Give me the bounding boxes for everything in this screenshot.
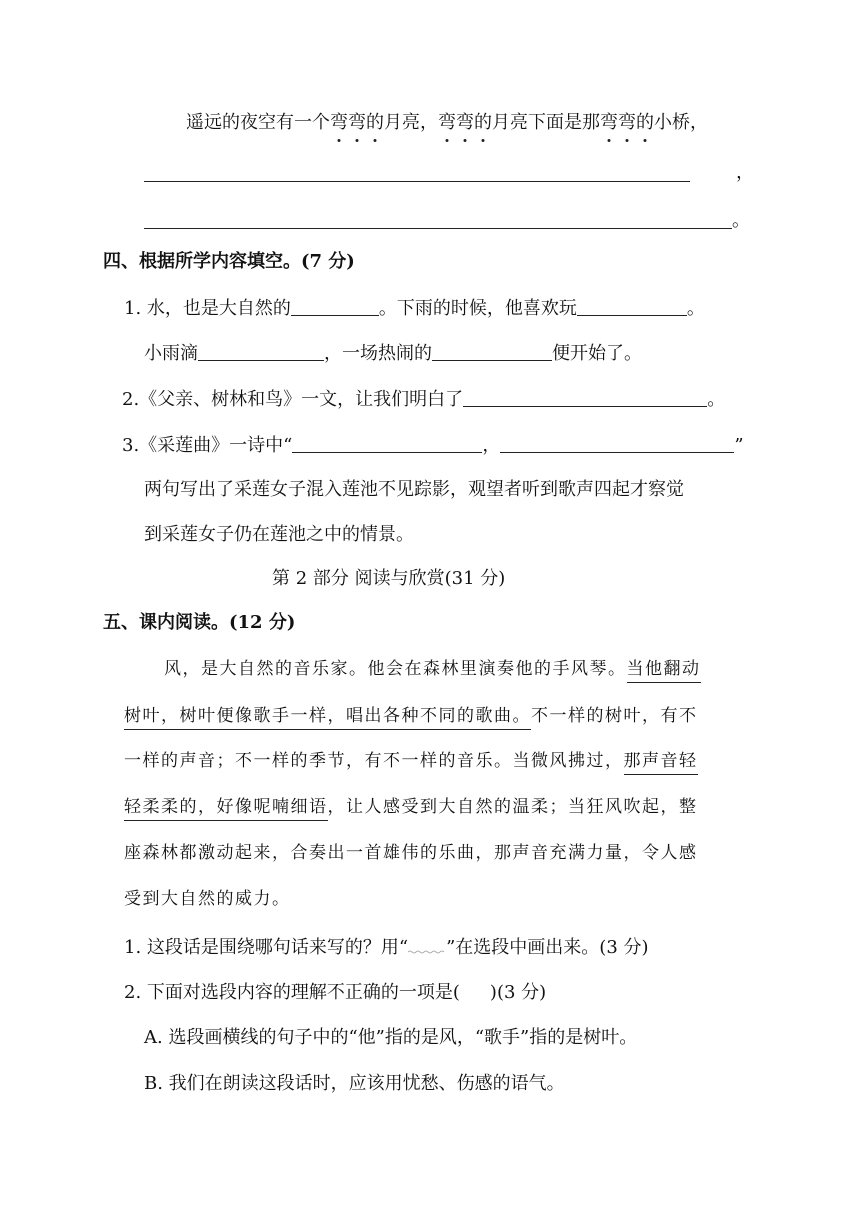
s5-q2: 2. 下面对选段内容的理解不正确的一项是( )(3 分) [124, 982, 547, 1003]
poem-suffix: 小桥， [654, 112, 708, 133]
answer-line-1-comma: ， [736, 162, 754, 183]
answer-line-2-period: 。 [732, 210, 750, 231]
s4-q3-line1: 3.《采莲曲》一诗中“ ， ” [122, 435, 744, 456]
s4-q1-line1: 1. 水，也是大自然的 。下雨的时候，他喜欢玩 。 [124, 298, 705, 319]
wavy-line-icon [408, 944, 446, 954]
passage-underline-1: 当他翻动 [627, 659, 701, 683]
s4-q2: 2.《父亲、树林和鸟》一文，让我们明白了 。 [122, 389, 726, 410]
passage-line-6: 受到大自然的威力。 [124, 889, 291, 909]
dotted-word-3: 弯弯的 [600, 112, 654, 133]
s4-q1-line2: 小雨滴 ，一场热闹的 便开始了。 [144, 343, 642, 364]
passage-underline-3: 那声音轻 [624, 751, 698, 775]
section-4-title: 四、根据所学内容填空。(7 分) [103, 251, 355, 272]
dotted-word-1: 弯弯的 [330, 112, 384, 133]
s5-q1: 1. 这段话是围绕哪句话来写的？用“ ”在选段中画出来。(3 分) [124, 937, 649, 958]
blank-s4-q3-1[interactable] [292, 436, 482, 453]
passage-underline-4: 轻柔柔的，好像呢喃细语 [124, 797, 328, 821]
part-2-heading: 第 2 部分 阅读与欣赏(31 分) [272, 568, 506, 589]
dotted-word-2: 弯弯的 [438, 112, 492, 133]
passage-underline-2: 树叶，树叶便像歌手一样，唱出各种不同的歌曲。 [124, 706, 531, 730]
blank-s4-q2[interactable] [463, 390, 707, 407]
section-5-title: 五、课内阅读。(12 分) [103, 612, 296, 633]
blank-s4-q3-2[interactable] [500, 436, 734, 453]
poem-prefix: 遥远的夜空有一个 [186, 112, 330, 133]
poem-mid-2: 月亮下面是那 [492, 112, 600, 133]
s4-q3-line2: 两句写出了采莲女子混入莲池不见踪影，观望者听到歌声四起才察觉 [144, 479, 684, 500]
answer-line-1[interactable] [144, 181, 690, 182]
option-b[interactable]: B. 我们在朗读这段话时，应该用忧愁、伤感的语气。 [144, 1073, 565, 1094]
blank-s4-q1-1[interactable] [291, 299, 379, 316]
poem-mid-1: 月亮， [384, 112, 438, 133]
passage-line-3: 一样的声音；不一样的季节，有不一样的音乐。当微风拂过，那声音轻 [124, 753, 698, 770]
passage-line-1: 风，是大自然的音乐家。他会在森林里演奏他的手风琴。当他翻动 [164, 661, 701, 678]
passage-line-2: 树叶，树叶便像歌手一样，唱出各种不同的歌曲。不一样的树叶，有不 [124, 708, 698, 725]
answer-line-2[interactable] [144, 228, 732, 229]
blank-s4-q1-4[interactable] [432, 344, 552, 361]
blank-s4-q1-2[interactable] [577, 299, 687, 316]
option-a[interactable]: A. 选段画横线的句子中的“他”指的是风，“歌手”指的是树叶。 [144, 1027, 638, 1048]
s4-q3-line3: 到采莲女子仍在莲池之中的情景。 [144, 524, 414, 545]
blank-s4-q1-3[interactable] [198, 344, 324, 361]
poem-line [186, 114, 708, 132]
passage-line-4: 轻柔柔的，好像呢喃细语，让人感受到大自然的温柔；当狂风吹起，整 [124, 799, 698, 816]
passage-line-5: 座森林都激动起来，合奏出一首雄伟的乐曲，那声音充满力量，令人感 [124, 843, 698, 863]
